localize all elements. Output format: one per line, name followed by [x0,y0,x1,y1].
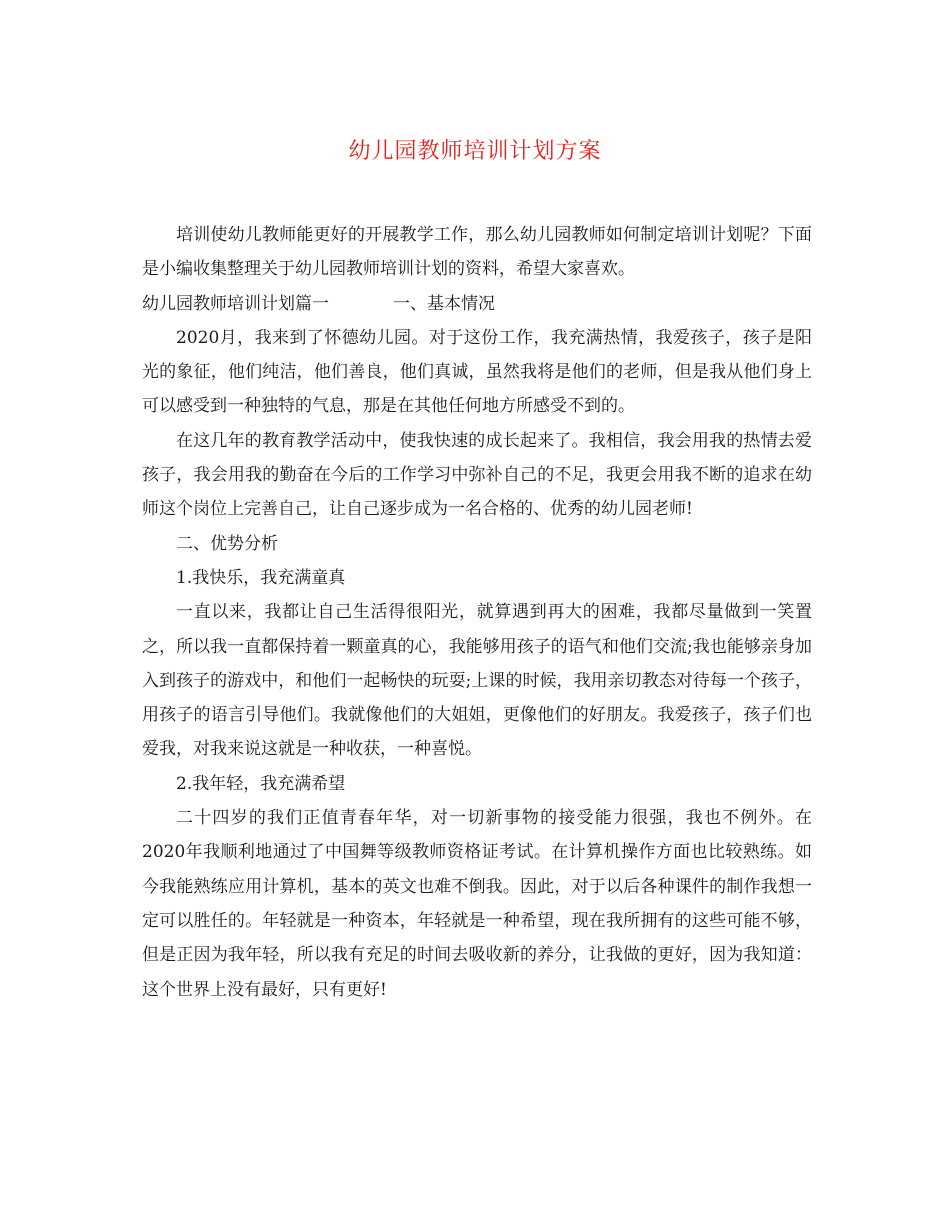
subheading-happy: 1.我快乐，我充满童真 [176,567,346,588]
paragraph-growth: 在这几年的教育教学活动中，使我快速的成长起来了。我相信，我会用我的热情去爱孩子，我会用我的勤奋在今后的工作学习中弥补自己的不足，我更会用我不断的追求在幼师这个岗位上完善自己，让自己逐步成为一名合格的、优秀的幼儿园老师! [142,430,812,520]
section-heading-line [142,287,812,321]
intro-paragraph: 培训使幼儿教师能更好的开展教学工作，那么幼儿园教师如何制定培训计划呢？下面是小编收集整理关于幼儿园教师培训计划的资料，希望大家喜欢。 [142,225,812,280]
paragraph-young: 二十四岁的我们正值青春年华，对一切新事物的接受能力很强，我也不例外。在2020年我顺利地通过了中国舞等级教师资格证考试。在计算机操作方面也比较熟练。如今我能熟练应用计算机，基本的英文也难不倒我。因此，对于以后各种课件的制作我想一定可以胜任的。年轻就是一种资本，年轻就是一种希望，现在我所拥有的这些可能不够，但是正因为我年轻，所以我有充足的时间去吸收新的养分，让我做的更好，因为我知道：这个世界上没有最好，只有更好! [142,808,812,1000]
heading-advantages: 二、优势分析 [176,533,278,554]
document-body [142,218,812,1007]
paragraph-basic-info: 2020月，我来到了怀德幼儿园。对于这份工作，我充满热情，我爱孩子，孩子是阳光的象征，他们纯洁，他们善良，他们真诚，虽然我将是他们的老师，但是我从他们身上可以感受到一种独特的气息，那是在其他任何地方所感受不到的。 [142,327,812,417]
paragraph-happy: 一直以来，我都让自己生活得很阳光，就算遇到再大的困难，我都尽量做到一笑置之，所以我一直都保持着一颗童真的心，我能够用孩子的语气和他们交流;我也能够亲身加入到孩子的游戏中，和他们一起畅快的玩耍;上课的时候，我用亲切教态对待每一个孩子，用孩子的语言引导他们。我就像他们的大姐姐，更像他们的好朋友。我爱孩子，孩子们也爱我，对我来说这就是一种收获，一种喜悦。 [142,602,812,760]
subheading-young: 2.我年轻，我充满希望 [176,773,346,794]
document-title: 幼儿园教师培训计划方案 [348,139,602,164]
section-heading-right: 一、基本情况 [393,293,495,314]
section-heading-left: 幼儿园教师培训计划篇一 [142,293,329,314]
